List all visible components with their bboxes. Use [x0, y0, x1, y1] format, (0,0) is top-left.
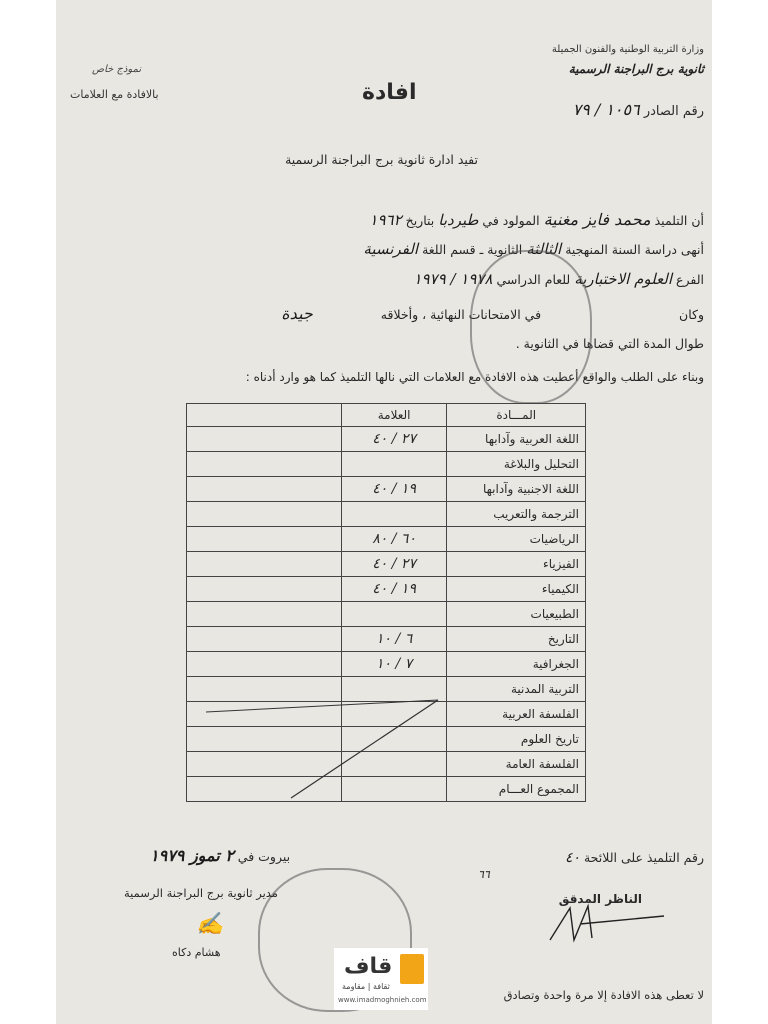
notice: لا تعطى هذه الافادة إلا مرة واحدة وتصادق	[503, 988, 704, 1002]
logo-icon	[400, 954, 424, 984]
subject-cell: الفلسفة العربية	[447, 702, 586, 727]
level-mid: الثانوية ـ قسم اللغة	[422, 242, 523, 257]
line4-b: في الامتحانات النهائية ، وأخلاقه	[380, 307, 542, 322]
table-row	[187, 527, 586, 552]
place-date-label: بيروت في	[237, 849, 291, 864]
place-date	[150, 846, 290, 865]
born-label: المولود في	[482, 213, 540, 228]
rank-line	[565, 850, 704, 866]
total-label: المجموع العـــام	[447, 777, 586, 802]
student-line-1	[369, 210, 704, 229]
principal-name: هشام دكاه	[172, 946, 221, 959]
subject-cell: اللغة الاجنبية وآدابها	[447, 477, 586, 502]
table-row	[187, 477, 586, 502]
grade-cell: ٢٧ / ٤٠	[341, 552, 447, 577]
year-level: الثالثة	[526, 240, 562, 258]
line4-a: وكان	[679, 307, 704, 322]
level-prefix: أنهى دراسة السنة المنهجية	[565, 242, 704, 257]
subject-cell: التحليل والبلاغة	[447, 452, 586, 477]
subject-cell: الرياضيات	[447, 527, 586, 552]
blank-cell	[187, 527, 342, 552]
table-row	[187, 427, 586, 452]
total-row	[187, 777, 586, 802]
blank-cell	[187, 452, 342, 477]
blank-cell	[187, 502, 342, 527]
table-row	[187, 727, 586, 752]
reference-number: ١٠٥٦ / ٧٩	[572, 100, 640, 119]
branch-label: الفرع	[676, 272, 704, 287]
blank-cell	[187, 727, 342, 752]
table-row	[187, 452, 586, 477]
blank-cell	[187, 752, 342, 777]
issue-date: ٢ تموز ١٩٧٩	[150, 846, 234, 865]
grade-cell	[341, 502, 447, 527]
rank-value: ٤٠	[564, 850, 580, 866]
blank-cell	[187, 577, 342, 602]
table-row	[187, 577, 586, 602]
form-subtitle: بالافادة مع العلامات	[70, 88, 159, 101]
table-row	[187, 702, 586, 727]
subject-cell: الطبيعيات	[447, 602, 586, 627]
grade-cell: ١٩ / ٤٠	[341, 477, 447, 502]
subject-cell: الفلسفة العامة	[447, 752, 586, 777]
logo-tagline: ثقافة | مقاومة	[342, 982, 390, 991]
blank-cell	[187, 702, 342, 727]
subject-cell: الترجمة والتعريب	[447, 502, 586, 527]
intro-line: تفيد ادارة ثانوية برج البراجنة الرسمية	[285, 152, 478, 167]
subject-cell: التاريخ	[447, 627, 586, 652]
reference-line	[573, 100, 704, 119]
grade-cell	[341, 602, 447, 627]
rank-sub: ٦٦	[478, 868, 490, 881]
table-row	[187, 752, 586, 777]
student-line-5: طوال المدة التي قضاها في الثانوية .	[515, 336, 704, 351]
table-row	[187, 552, 586, 577]
checker-signature	[540, 900, 670, 950]
conduct: جيدة	[281, 304, 313, 323]
grade-header: العلامة	[341, 404, 447, 427]
blank-cell	[187, 552, 342, 577]
student-name: محمد فايز مغنية	[543, 210, 651, 229]
table-header-row	[187, 404, 586, 427]
subject-cell: الكيمياء	[447, 577, 586, 602]
born-place: طيردبا	[438, 211, 479, 229]
subject-cell: التربية المدنية	[447, 677, 586, 702]
document-title: افادة	[362, 80, 417, 105]
blank-cell	[187, 652, 342, 677]
grade-cell: ٢٧ / ٤٠	[341, 427, 447, 452]
official-stamp	[470, 250, 592, 404]
total-extra	[187, 777, 342, 802]
grade-cell: ١٩ / ٤٠	[341, 577, 447, 602]
branch: العلوم الاختبارية	[574, 270, 673, 288]
blank-cell	[187, 677, 342, 702]
student-label: أن التلميذ	[654, 213, 704, 228]
grade-cell: ٧ / ١٠	[341, 652, 447, 677]
grade-cell	[341, 752, 447, 777]
marks-table	[186, 403, 586, 802]
ministry-name: وزارة التربية الوطنية والفنون الجميلة	[551, 44, 704, 55]
table-row	[187, 502, 586, 527]
form-note: نموذج خاص	[92, 64, 142, 75]
school-year-label: للعام الدراسي	[496, 272, 571, 287]
blank-cell	[187, 427, 342, 452]
school-year: ١٩٧٨ / ١٩٧٩	[413, 270, 493, 288]
request-line: وبناء على الطلب والواقع أعطيت هذه الافادة مع العلامات التي نالها التلميذ كما هو وارد أدناه :	[245, 370, 704, 384]
table-row	[187, 652, 586, 677]
blank-cell	[187, 602, 342, 627]
checker-label: الناظر المدقق	[558, 892, 642, 906]
date-label: بتاريخ	[405, 213, 435, 228]
extra-header	[187, 404, 342, 427]
grade-cell: ٦٠ / ٨٠	[341, 527, 447, 552]
reference-label: رقم الصادر	[643, 104, 704, 119]
site-watermark	[334, 948, 428, 1010]
grade-cell: ٦ / ١٠	[341, 627, 447, 652]
subject-cell: اللغة العربية وآدابها	[447, 427, 586, 452]
total-grade	[341, 777, 447, 802]
table-row	[187, 602, 586, 627]
subject-cell: تاريخ العلوم	[447, 727, 586, 752]
subject-cell: الجغرافية	[447, 652, 586, 677]
rank-label: رقم التلميذ على اللائحة	[583, 850, 704, 865]
grade-cell	[341, 727, 447, 752]
grade-cell	[341, 702, 447, 727]
logo-brand: قاف	[344, 954, 393, 979]
grade-cell	[341, 452, 447, 477]
table-row	[187, 627, 586, 652]
birth-year: ١٩٦٢	[369, 211, 402, 229]
logo-url: www.imadmoghnieh.com	[338, 996, 427, 1004]
subject-cell: الفيزياء	[447, 552, 586, 577]
subject-header: المـــادة	[447, 404, 586, 427]
school-name: ثانوية برج البراجنة الرسمية	[568, 62, 704, 76]
language: الفرنسية	[363, 240, 419, 258]
blank-cell	[187, 627, 342, 652]
principal-signature: ✍	[196, 912, 224, 937]
blank-cell	[187, 477, 342, 502]
grade-cell	[341, 677, 447, 702]
table-row	[187, 677, 586, 702]
principal-title: مدير ثانوية برج البراجنة الرسمية	[124, 886, 278, 900]
